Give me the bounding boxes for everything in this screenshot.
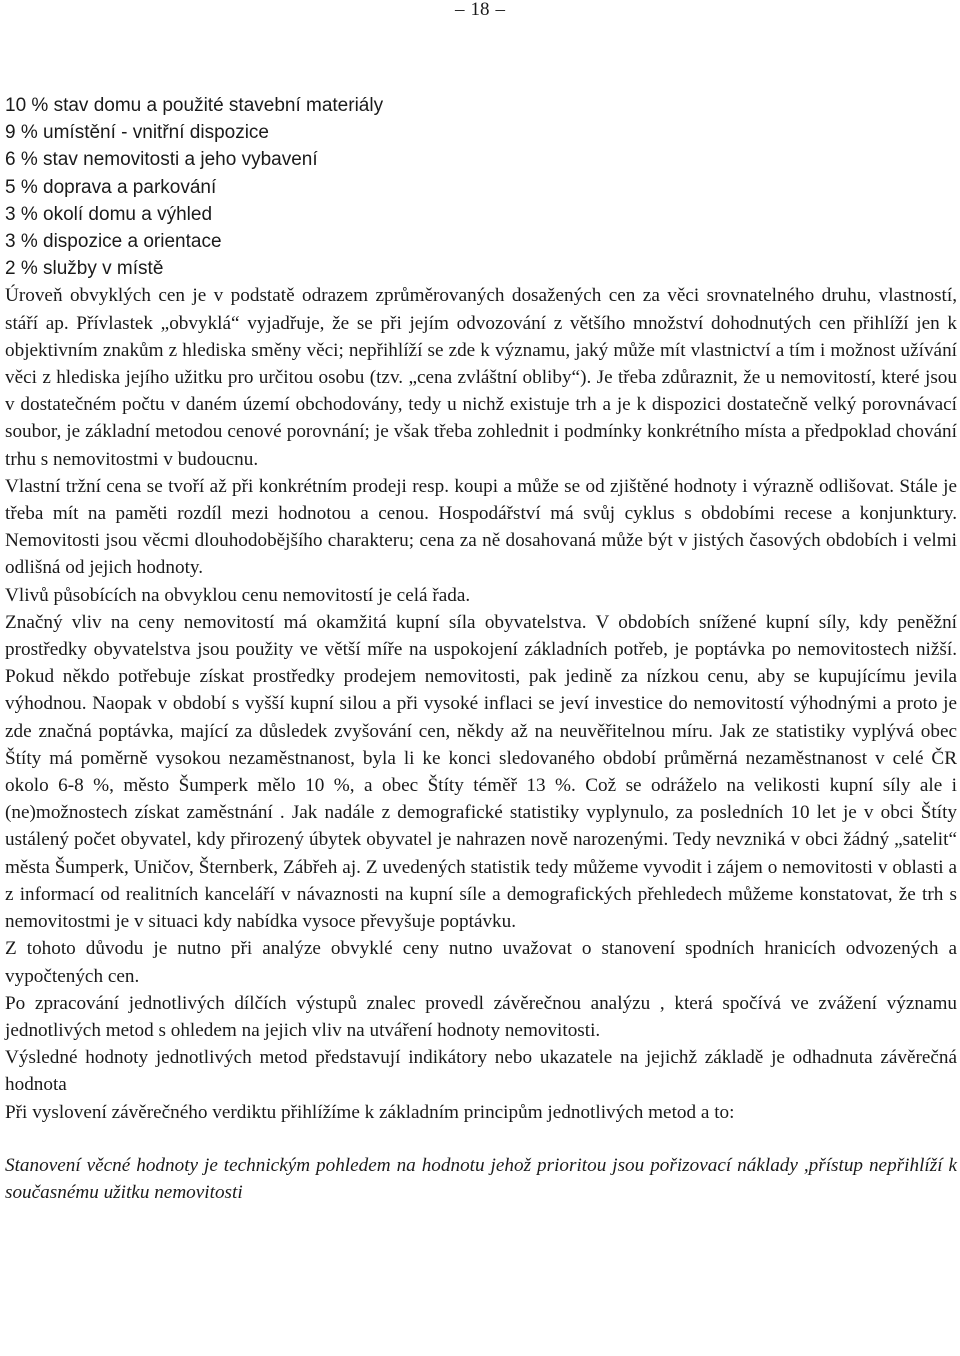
weight-list-item: 3 % okolí domu a výhled bbox=[5, 203, 213, 225]
paragraph-vysledne-hodnoty: Výsledné hodnoty jednotlivých metod představují indikátory nebo ukazatele na jejichž základě je odhadnuta závěrečná hodnota bbox=[5, 1047, 957, 1096]
paragraph-obvykla-cena: Úroveň obvyklých cen je v podstatě odrazem zprůměrovaných dosažených cen za věci srovnatelného druhu, vlastností, stáří ap. Přívlastek „obvyklá“ vyjadřuje, že se při jejím odvozování z většího množství dohodnutých cen přihlíží jen k objektivním znakům z hlediska směny věci; nepřihlíží se zde k významu, jaký může mít vlastnictví a tím i možnost užívání věci z hlediska jejího užitku pro určitou osobu (tzv. „cena zvláštní obliby“). Je třeba zdůraznit, že u nemovitostí, které jsou v dostatečném počtu v daném území obchodovány, tedy u nichž existuje trh a je k dispozici dostatečně velký porovnávací soubor, je základní metodou cenové porovnání; je však třeba zohlednit i podmínky konkrétního místa a předpoklad chování trhu s nemovitostmi v budoucnu. bbox=[5, 285, 957, 470]
page-header bbox=[0, 0, 960, 20]
weight-list-item: 3 % dispozice a orientace bbox=[5, 231, 222, 253]
paragraph-zaverecny-verdikt: Při vyslovení závěrečného verdiktu přihlížíme k základním principům jednotlivých metod a to: bbox=[5, 1101, 735, 1123]
weight-list-item: 10 % stav domu a použité stavební materiály bbox=[5, 95, 384, 116]
paragraph-gap bbox=[5, 1126, 957, 1152]
page-number-dash-left: – bbox=[455, 0, 465, 20]
weight-list bbox=[5, 92, 957, 282]
weight-list-item: 9 % umístění - vnitřní dispozice bbox=[5, 122, 269, 144]
page-number-dash-right: – bbox=[495, 0, 505, 20]
weight-list-item: 2 % služby v místě bbox=[5, 258, 164, 280]
paragraph-kupni-sila: Značný vliv na ceny nemovitostí má okamžitá kupní síla obyvatelstva. V obdobích snížené kupní síly, kdy peněžní prostředky obyvatelstva jsou použity ve větší míře na uspokojení základních potřeb, je poptávka po nemovitostech nižší. Pokud někdo potřebuje získat prostředky prodejem nemovitosti, pak jedině za nízkou cenu, aby se kupujícímu jevila výhodnou. Naopak v období s vyšší kupní silou a při vysoké inflaci se jeví investice do nemovitostí výhodnými a proto je zde značná poptávka, mající za důsledek zvyšování cen, někdy až na neuvěřitelnou míru. Jak ze statistiky vyplývá obec Štíty má poměrně vysokou nezaměstnanost, byla li ke konci sledovaného období průměrná nezaměstnanost v celé ČR okolo 6-8 %, město Šumperk mělo 10 %, a obec Štíty téměř 13 %. Což se odráželo na velikosti kupní síly ale i (ne)možnostech získat zaměstnání . Jak nadále z demografické statistiky vyplynulo, za posledních 10 let je v obci Štíty ustálený počet obyvatel, kdy přirozený úbytek obyvatel je nahrazen nově narozenými. Tedy nevzniká v obci žádný „satelit“ města Šumperk, Uničov, Šternberk, Zábřeh aj. Z uvedených statistik tedy můžeme vyvodit i zájem o nemovitosti v oblasti a z informací od realitních kanceláří v návaznosti na kupní síle a demografických přehledech můžeme konstatovat, že trh s nemovitostmi je v situaci kdy nabídka vysoce převyšuje poptávku. bbox=[5, 611, 957, 933]
paragraph-vlivy: Vlivů působících na obvyklou cenu nemovitostí je celá řada. bbox=[5, 584, 471, 606]
weight-list-item: 6 % stav nemovitosti a jeho vybavení bbox=[5, 149, 318, 171]
document-body bbox=[5, 92, 957, 1206]
paragraph-vecna-hodnota: Stanovení věcné hodnoty je technickým pohledem na hodnotu jehož prioritou jsou pořizovací náklady ,přístup nepřihlíží k současnému užitku nemovitosti bbox=[5, 1154, 957, 1203]
paragraph-trzni-cena: Vlastní tržní cena se tvoří až při konkrétním prodeji resp. koupi a může se od zjištěné hodnoty i výrazně odlišovat. Stále je třeba mít na paměti rozdíl mezi hodnotou a cenou. Hospodářství má svůj cyklus s obdobími recese a konjunktury. Nemovitosti jsou věcmi dlouhodobějšího charakteru; cena za ně dosahovaná může být v jistých časových obdobích i velmi odlišná od jejich hodnoty. bbox=[5, 475, 957, 579]
page-number: 18 bbox=[470, 0, 490, 20]
paragraph-zaverecna-analyza: Po zpracování jednotlivých dílčích výstupů znalec provedl závěrečnou analýzu , která spočívá ve zvážení významu jednotlivých metod s ohledem na jejich vliv na utváření hodnoty nemovitosti. bbox=[5, 992, 957, 1041]
weight-list-item: 5 % doprava a parkování bbox=[5, 176, 217, 198]
paragraph-duvod: Z tohoto důvodu je nutno při analýze obvyklé ceny nutno uvažovat o stanovení spodních hranicích odvozených a vypočtených cen. bbox=[5, 938, 957, 987]
